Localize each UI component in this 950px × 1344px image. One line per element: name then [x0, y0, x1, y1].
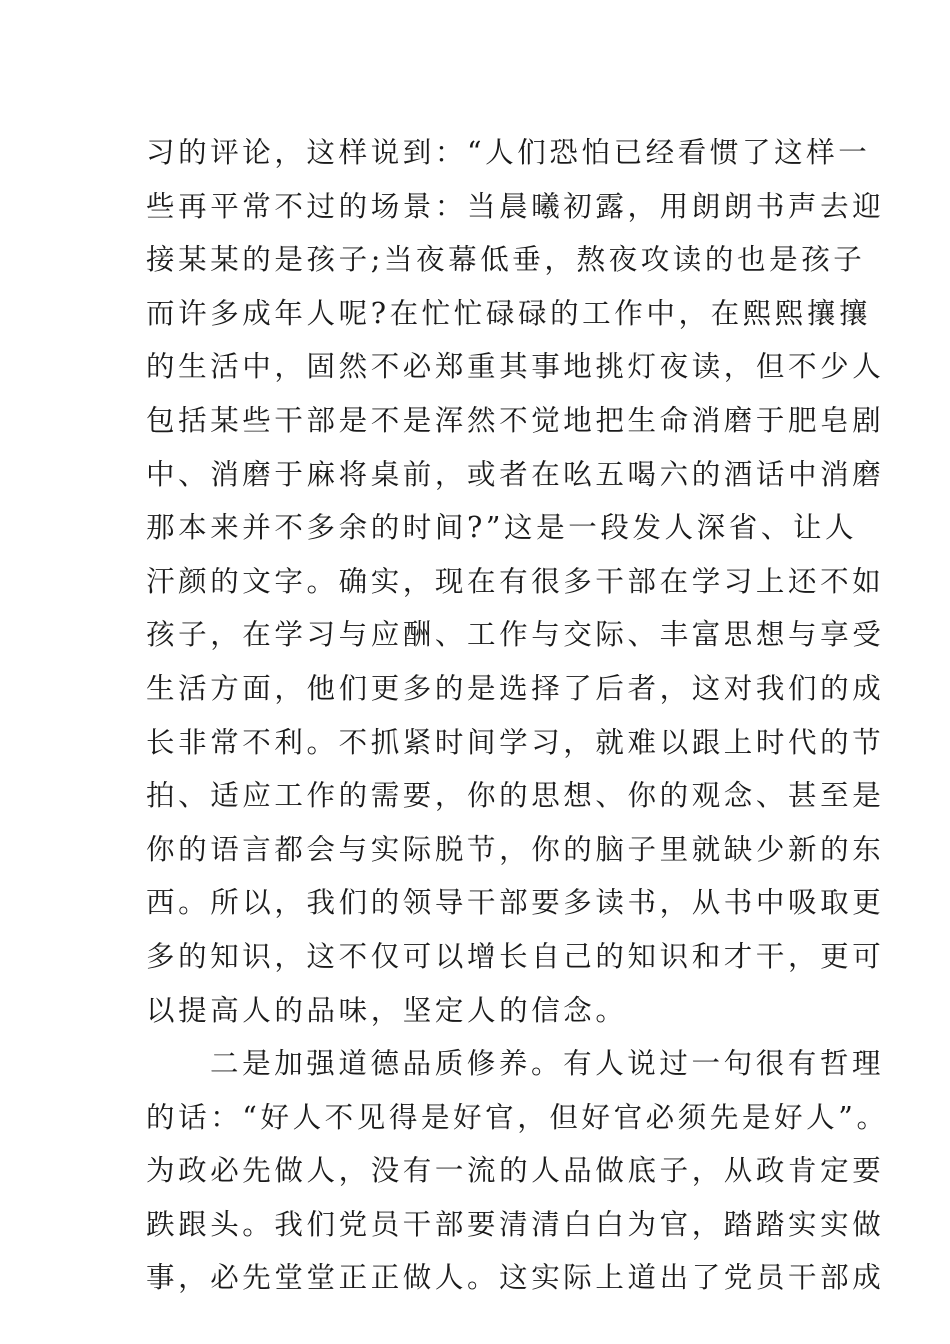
text-line: 为政必先做人，没有一流的人品做底子，从政肯定要	[146, 1154, 885, 1188]
text-line: 你的语言都会与实际脱节，你的脑子里就缺少新的东	[146, 832, 885, 866]
text-line: 孩子，在学习与应酬、工作与交际、丰富思想与享受	[146, 618, 885, 652]
text-line: 多的知识，这不仅可以增长自己的知识和才干，更可	[146, 939, 885, 973]
paragraph-start-line: 二是加强道德品质修养。有人说过一句很有哲理	[210, 1047, 885, 1081]
text-line: 西。所以，我们的领导干部要多读书，从书中吸取更	[146, 886, 885, 920]
text-line: 习的评论，这样说到：“人们恐怕已经看惯了这样一	[146, 136, 871, 169]
text-line: 包括某些干部是不是浑然不觉地把生命消磨于肥皂剧	[146, 403, 885, 437]
text-line: 以提高人的品味，坚定人的信念。	[146, 993, 628, 1027]
text-line: 拍、适应工作的需要，你的思想、你的观念、甚至是	[146, 779, 885, 813]
text-line: 事，必先堂堂正正做人。这实际上道出了党员干部成	[146, 1261, 885, 1295]
text-line: 而许多成年人呢?在忙忙碌碌的工作中，在熙熙攘攘	[146, 296, 872, 330]
text-line: 生活方面，他们更多的是选择了后者，这对我们的成	[146, 671, 885, 705]
text-line: 长非常不利。不抓紧时间学习，就难以跟上时代的节	[146, 725, 885, 759]
text-line: 那本来并不多余的时间?”这是一段发人深省、让人	[146, 511, 858, 545]
text-line: 中、消磨于麻将桌前，或者在吆五喝六的酒话中消磨	[146, 457, 885, 491]
text-line: 些再平常不过的场景：当晨曦初露，用朗朗书声去迎	[146, 189, 885, 223]
text-line: 跌跟头。我们党员干部要清清白白为官，踏踏实实做	[146, 1207, 885, 1241]
text-line: 的话：“好人不见得是好官，但好官必须先是好人”。	[146, 1100, 889, 1134]
body-text	[146, 126, 889, 1305]
text-line: 汗颜的文字。确实，现在有很多干部在学习上还不如	[146, 564, 885, 598]
text-line: 的生活中，固然不必郑重其事地挑灯夜读，但不少人	[146, 350, 885, 384]
text-line: 接某某的是孩子;当夜幕低垂，熬夜攻读的也是孩子	[146, 243, 866, 277]
